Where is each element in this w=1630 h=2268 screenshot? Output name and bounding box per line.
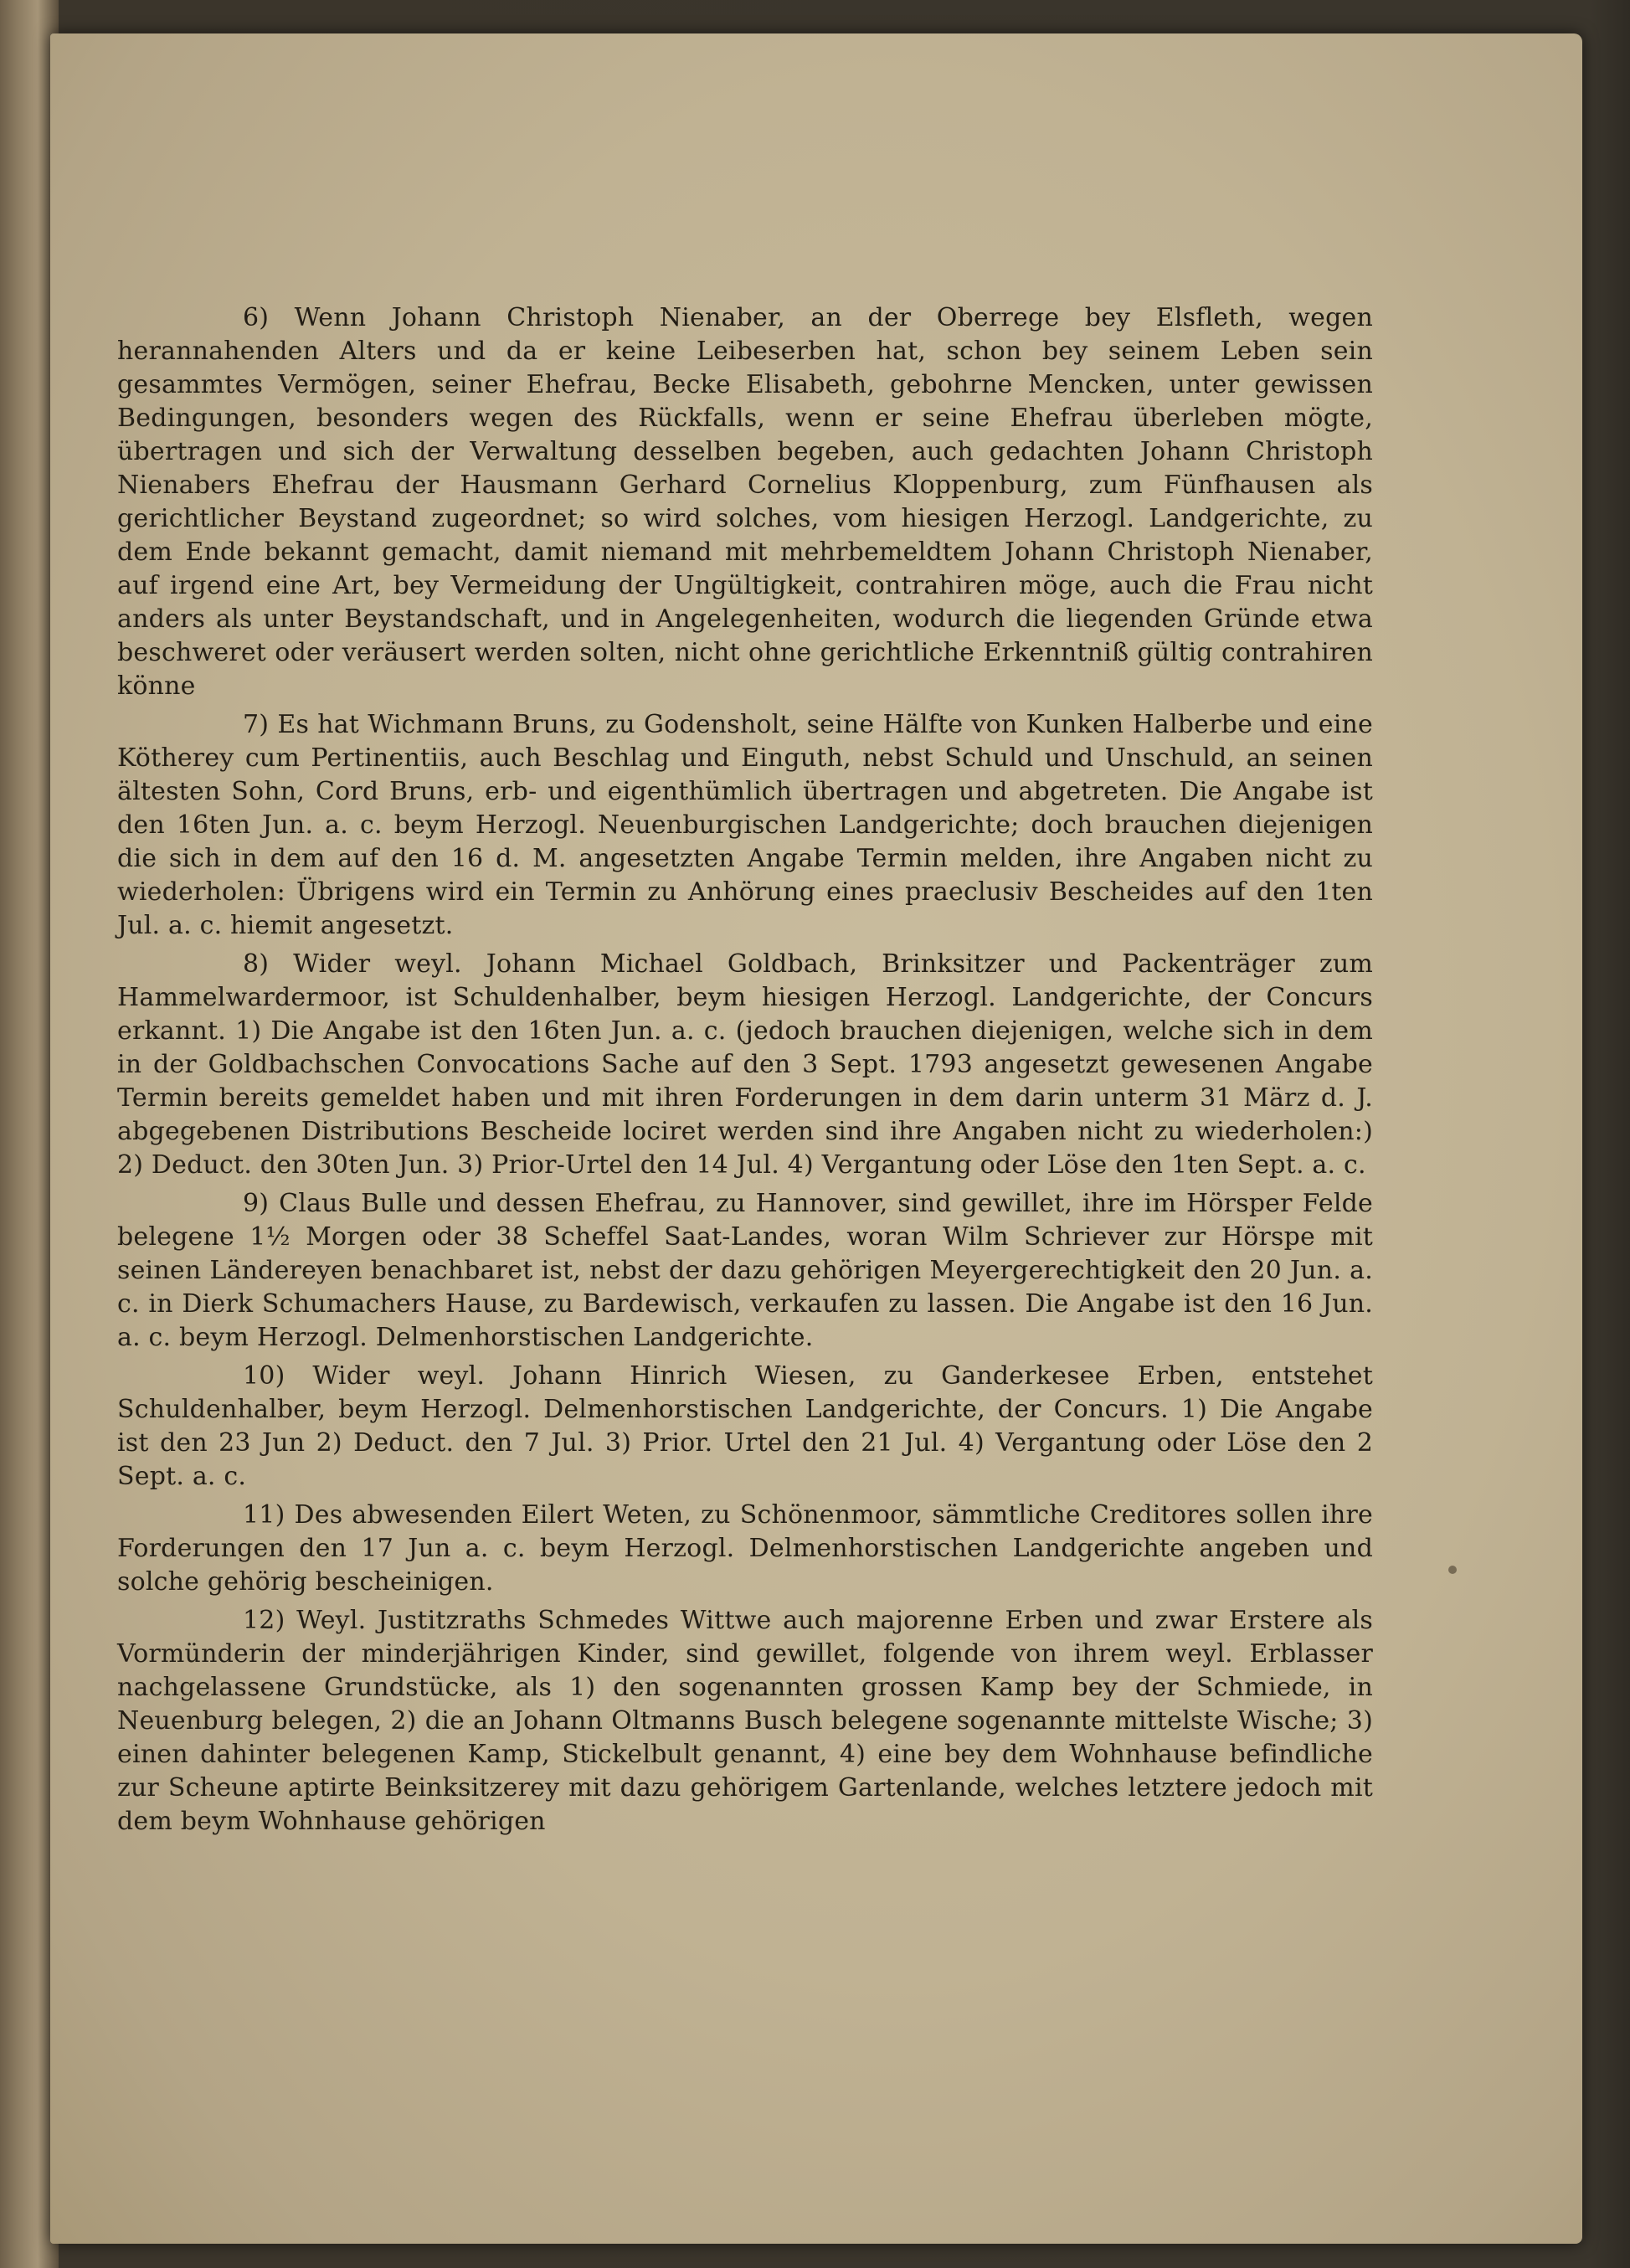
paragraph-10: 10) Wider weyl. Johann Hinrich Wiesen, zu Ganderkesee Erben, entstehet Schuldenhalber, beym Herzogl. Delmenhorstischen Landgerichte, der Concurs. 1) Die Angabe ist den 23 Jun 2) Deduct. den 7 Jul. 3) Prior. Urtel den 21 Jul. 4) Vergantung oder Löse den 2 Sept. a. c.: [117, 1361, 1373, 1491]
paragraph-7: 7) Es hat Wichmann Bruns, zu Godensholt, seine Hälfte von Kunken Halberbe und eine Kötherey cum Pertinentiis, auch Beschlag und Einguth, nebst Schuld und Unschuld, an seinen ältesten Sohn, Cord Bruns, erb- und eigenthümlich übertragen und abgetreten. Die Angabe ist den 16ten Jun. a. c. beym Herzogl. Neuenburgischen Landgerichte; doch brauchen diejenigen die sich in dem auf den 16 d. M. angesetzten Angabe Termin melden, ihre Angaben nicht zu wiederholen: Übrigens wird ein Termin zu Anhörung eines praeclusiv Bescheides auf den 1ten Jul. a. c. hiemit angesetzt.: [117, 710, 1373, 940]
paragraph-9: 9) Claus Bulle und dessen Ehefrau, zu Hannover, sind gewillet, ihre im Hörsper Felde belegene 1½ Morgen oder 38 Scheffel Saat-Landes, woran Wilm Schriever zur Hörspe mit seinen Ländereyen benachbaret ist, nebst der dazu gehörigen Meyergerechtigkeit den 20 Jun. a. c. in Dierk Schumachers Hause, zu Bardewisch, verkaufen zu lassen. Die Angabe ist den 16 Jun. a. c. beym Herzogl. Delmenhorstischen Landgerichte.: [117, 1189, 1373, 1352]
paragraph-6: 6) Wenn Johann Christoph Nienaber, an der Oberrege bey Elsfleth, wegen herannahenden Alters und da er keine Leibeserben hat, schon bey seinem Leben sein gesammtes Vermögen, seiner Ehefrau, Becke Elisabeth, gebohrne Mencken, unter gewissen Bedingungen, besonders wegen des Rückfalls, wenn er seine Ehefrau überleben mögte, übertragen und sich der Verwaltung desselben begeben, auch gedachten Johann Christoph Nienabers Ehefrau der Hausmann Gerhard Cornelius Kloppenburg, zum Fünfhausen als gerichtlicher Beystand zugeordnet; so wird solches, vom hiesigen Herzogl. Landgerichte, zu dem Ende bekannt gemacht, damit niemand mit mehrbemeldtem Johann Christoph Nienaber, auf irgend eine Art, bey Vermeidung der Ungültigkeit, contrahiren möge, auch die Frau nicht anders als unter Beystandschaft, und in Angelegenheiten, wodurch die liegenden Gründe etwa beschweret oder veräusert werden solten, nicht ohne gerichtliche Erkenntniß gültig contrahiren könne: [117, 303, 1373, 701]
paragraph-12: 12) Weyl. Justitzraths Schmedes Wittwe auch majorenne Erben und zwar Erstere als Vormünderin der minderjährigen Kinder, sind gewillet, folgende von ihrem weyl. Erblasser nachgelassene Grundstücke, als 1) den sogenannten grossen Kamp bey der Schmiede, in Neuenburg belegen, 2) die an Johann Oltmanns Busch belegene sogenannte mittelste Wische; 3) einen dahinter belegenen Kamp, Stickelbult genannt, 4) eine bey dem Wohnhause befindliche zur Scheune aptirte Beinksitzerey mit dazu gehörigem Gartenlande, welches letztere jedoch mit dem beym Wohnhause gehörigen: [117, 1606, 1373, 1836]
paragraph-11: 11) Des abwesenden Eilert Weten, zu Schönenmoor, sämmtliche Creditores sollen ihre Forderungen den 17 Jun a. c. beym Herzogl. Delmenhorstischen Landgerichte angeben und solche gehörig bescheinigen.: [117, 1500, 1373, 1597]
page-text: [117, 301, 1373, 1844]
paragraph-8: 8) Wider weyl. Johann Michael Goldbach, Brinksitzer und Packenträger zum Hammelwardermoor, ist Schuldenhalber, beym hiesigen Herzogl. Landgerichte, der Concurs erkannt. 1) Die Angabe ist den 16ten Jun. a. c. (jedoch brauchen diejenigen, welche sich in dem in der Goldbachschen Convocations Sache auf den 3 Sept. 1793 angesetzt gewesenen Angabe Termin bereits gemeldet haben und mit ihren Forderungen in dem darin unterm 31 März d. J. abgegebenen Distributions Bescheide lociret werden sind ihre Angaben nicht zu wiederholen:) 2) Deduct. den 30ten Jun. 3) Prior-Urtel den 14 Jul. 4) Vergantung oder Löse den 1ten Sept. a. c.: [117, 949, 1373, 1180]
ink-spot: [1448, 1566, 1457, 1574]
book-page: [50, 33, 1582, 2244]
